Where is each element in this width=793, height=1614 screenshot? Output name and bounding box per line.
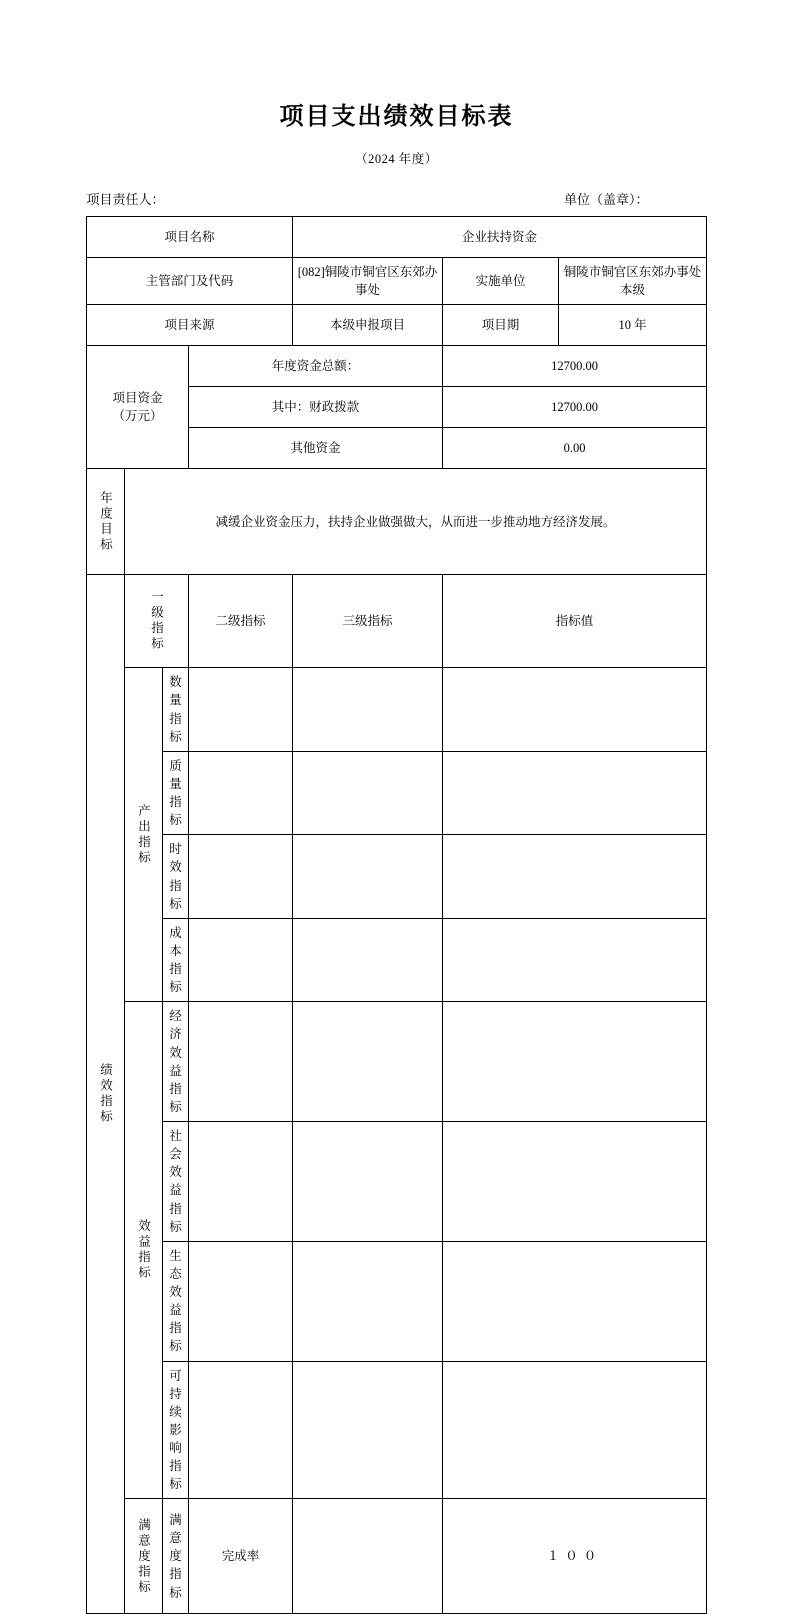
funds-row-name: 年度资金总额： — [188, 346, 442, 387]
annual-goal-text: 减缓企业资金压力，扶持企业做强做大，从而进一步推动地方经济发展。 — [124, 469, 706, 575]
project-funds-label-line1: 项目资金 — [112, 391, 163, 406]
responsible-person-label: 项目责任人： — [86, 192, 165, 207]
header-level2: 二级指标 — [188, 575, 292, 668]
page-subtitle: （2024 年度） — [355, 152, 438, 166]
cell-value — [443, 918, 707, 1002]
cell-level3 — [188, 1122, 292, 1242]
funds-row-value: 12700.00 — [443, 346, 707, 387]
cell-level3 — [188, 668, 292, 752]
cell-level3: 完成率 — [188, 1499, 292, 1614]
table-row-benefit-3 — [86, 1241, 706, 1361]
funds-row-value: 0.00 — [443, 428, 707, 469]
cell-level2: 社会效益指标 — [162, 1122, 188, 1242]
department-code-label: 主管部门及代码 — [86, 258, 292, 305]
cell-value: １００ — [443, 1499, 707, 1614]
funds-row-name: 其他资金 — [188, 428, 442, 469]
cell-level3b — [293, 918, 443, 1002]
table-row-benefit-4 — [86, 1361, 706, 1499]
cell-value — [443, 1122, 707, 1242]
table-row-annual-goal — [86, 469, 706, 575]
cell-level3b — [293, 751, 443, 835]
cell-value — [443, 668, 707, 752]
project-name-label: 项目名称 — [86, 217, 292, 258]
page-title: 项目支出绩效目标表 — [279, 104, 514, 130]
cell-level3 — [188, 835, 292, 919]
annual-goal-label: 年度目标 — [86, 469, 124, 575]
project-period-value: 10 年 — [559, 305, 707, 346]
cell-level3 — [188, 751, 292, 835]
funds-row-name: 其中：财政拨款 — [188, 387, 442, 428]
table-row-department — [86, 258, 706, 305]
cell-level3b — [293, 1002, 443, 1122]
header-level1: 一级指标 — [124, 575, 188, 668]
performance-indicator-label: 绩效指标 — [86, 575, 124, 1614]
cell-level3 — [188, 1361, 292, 1499]
table-row-funds-total — [86, 346, 706, 387]
cell-level2: 数量指标 — [162, 668, 188, 752]
project-source-label: 项目来源 — [86, 305, 292, 346]
implement-unit-label: 实施单位 — [443, 258, 559, 305]
table-row-benefit-2 — [86, 1122, 706, 1242]
cell-value — [443, 751, 707, 835]
project-funds-label — [86, 346, 188, 469]
cell-level2: 生态效益指标 — [162, 1241, 188, 1361]
page — [0, 96, 793, 1600]
table-row-project-name — [86, 217, 706, 258]
cell-level3b — [293, 1499, 443, 1614]
funds-row-value: 12700.00 — [443, 387, 707, 428]
project-source-value: 本级申报项目 — [293, 305, 443, 346]
header-level3: 三级指标 — [293, 575, 443, 668]
table-row-output-1 — [86, 668, 706, 752]
cell-level2: 满意度指标 — [162, 1499, 188, 1614]
meta-row — [87, 189, 707, 208]
unit-seal-label: 单位（盖章）： — [563, 192, 649, 207]
cell-level3b — [293, 1122, 443, 1242]
department-code-value: [082]铜陵市铜官区东郊办事处 — [293, 258, 443, 305]
performance-goal-table — [86, 216, 707, 1614]
project-funds-label-line2: （万元） — [112, 409, 163, 424]
cell-level3 — [188, 1241, 292, 1361]
cell-level3b — [293, 1241, 443, 1361]
table-row-output-2 — [86, 751, 706, 835]
cell-value — [443, 835, 707, 919]
cell-level3 — [188, 1002, 292, 1122]
table-row-benefit-1 — [86, 1002, 706, 1122]
project-name-value: 企业扶持资金 — [293, 217, 707, 258]
table-row-performance-header — [86, 575, 706, 668]
cell-value — [443, 1361, 707, 1499]
table-row-source — [86, 305, 706, 346]
cell-level3b — [293, 1361, 443, 1499]
cell-level3b — [293, 835, 443, 919]
cell-level3 — [188, 918, 292, 1002]
cell-level2: 成本指标 — [162, 918, 188, 1002]
table-row-output-3 — [86, 835, 706, 919]
cell-level2: 时效指标 — [162, 835, 188, 919]
project-period-label: 项目期 — [443, 305, 559, 346]
cell-value — [443, 1241, 707, 1361]
group-level1-benefit: 效益指标 — [124, 1002, 162, 1499]
cell-value — [443, 1002, 707, 1122]
cell-level2: 经济效益指标 — [162, 1002, 188, 1122]
table-row-satisfaction — [86, 1499, 706, 1614]
table-row-output-4 — [86, 918, 706, 1002]
cell-level2: 可持续影响指标 — [162, 1361, 188, 1499]
group-level1-output: 产出指标 — [124, 668, 162, 1002]
cell-level3b — [293, 668, 443, 752]
header-value: 指标值 — [443, 575, 707, 668]
cell-level2: 质量指标 — [162, 751, 188, 835]
implement-unit-value: 铜陵市铜官区东郊办事处本级 — [559, 258, 707, 305]
group-level1-satisfaction: 满意度指标 — [124, 1499, 162, 1614]
